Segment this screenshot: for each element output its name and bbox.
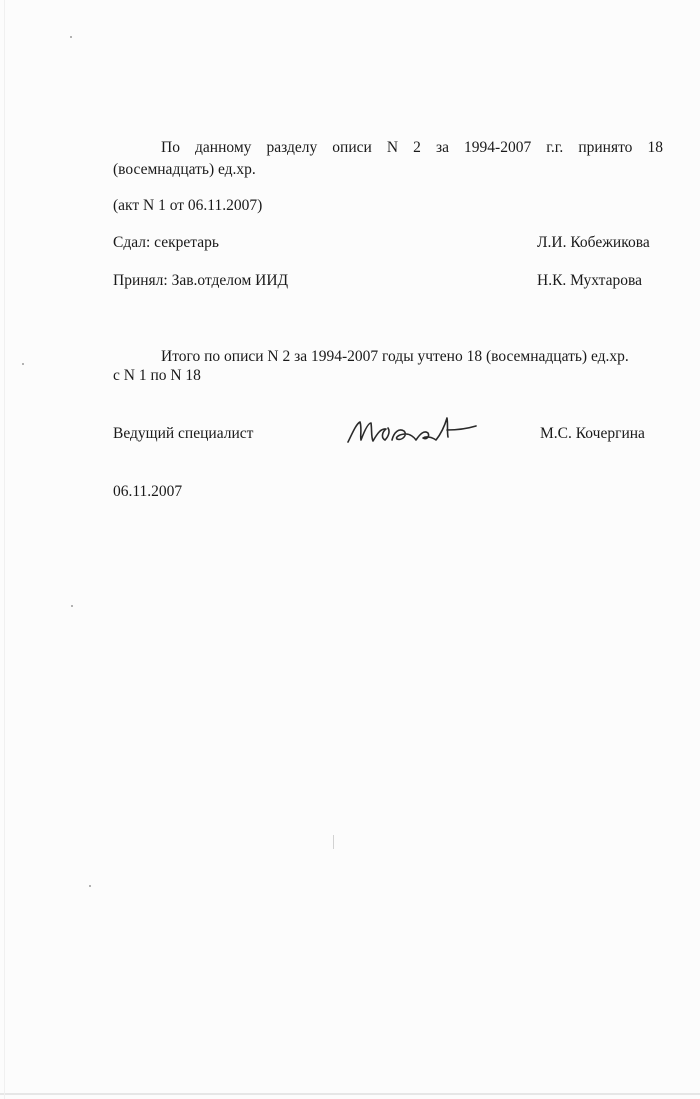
total-line-1: Итого по описи N 2 за 1994-2007 годы учтено 18 (восемнадцать) ед.хр. [161,348,629,365]
total-line-2: с N 1 по N 18 [113,367,201,384]
specialist-label: Ведущий специалист [113,425,254,442]
paragraph-intro-line-2: (восемнадцать) ед.хр. [113,161,256,178]
paragraph-intro-line-1: По данному разделу описи N 2 за 1994-2007 г.г. принято 18 [161,139,663,156]
scan-speck [70,36,72,38]
scan-artifact [0,1093,700,1095]
document-date: 06.11.2007 [113,483,183,500]
handed-label: Сдал: секретарь [113,234,219,251]
scan-speck [71,605,73,607]
scan-speck [22,363,24,365]
scan-artifact [4,0,5,1099]
scan-speck [333,835,334,849]
specialist-name: М.С. Кочергина [540,425,645,442]
received-label: Принял: Зав.отделом ИИД [113,272,289,289]
handed-name: Л.И. Кобежикова [537,234,650,251]
received-name: Н.К. Мухтарова [537,272,643,289]
act-note: (акт N 1 от 06.11.2007) [113,197,263,214]
handwritten-signature [344,410,479,450]
scan-speck [89,885,91,887]
